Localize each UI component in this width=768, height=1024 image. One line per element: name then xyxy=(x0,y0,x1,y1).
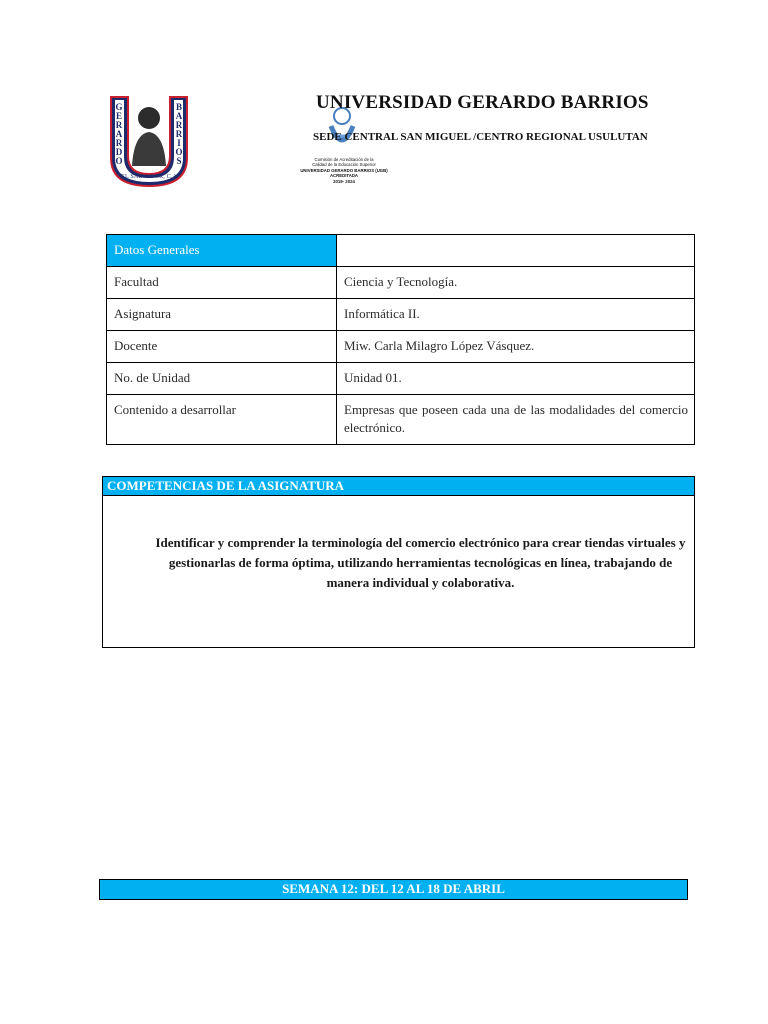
table-header-empty xyxy=(337,235,695,267)
competencias-text: Identificar y comprender la terminología del comercio electrónico para crear tiendas virtuales y gestionarlas de forma óptima, utilizando herramientas tecnológicas en línea, trabajando de manera individual y colaborativa. xyxy=(155,535,686,590)
accreditation-text xyxy=(298,157,390,184)
logo-letters-left: G E R A R D O xyxy=(115,102,123,166)
accreditation-line: 2019- 2024 xyxy=(333,178,355,184)
table-row xyxy=(107,331,695,363)
row-label: Facultad xyxy=(107,267,337,299)
accreditation-line: ACREDITADA xyxy=(329,173,359,179)
table-row xyxy=(107,363,695,395)
row-value: Ciencia y Tecnología. xyxy=(337,267,695,299)
campus-subtitle: SEDE CENTRAL SAN MIGUEL /CENTRO REGIONAL USULUTAN xyxy=(313,131,648,143)
row-value: Informática II. xyxy=(337,299,695,331)
table-header-cell: Datos Generales xyxy=(107,235,337,267)
table-row xyxy=(107,395,695,445)
logo-letters-right: B A R R I O S xyxy=(175,102,183,166)
row-label: Docente xyxy=(107,331,337,363)
logo-caption: EL SALVADOR, C.A. xyxy=(121,174,179,180)
week-banner: SEMANA 12: DEL 12 AL 18 DE ABRIL xyxy=(99,879,688,900)
row-value: Unidad 01. xyxy=(337,363,695,395)
row-value: Empresas que poseen cada una de las modalidades del comercio electrónico. xyxy=(337,395,695,445)
university-title: UNIVERSIDAD GERARDO BARRIOS xyxy=(316,92,649,113)
table-row xyxy=(107,299,695,331)
competencias-title: COMPETENCIAS DE LA ASIGNATURA xyxy=(103,477,694,496)
row-label: Contenido a desarrollar xyxy=(107,395,337,445)
competencias-box xyxy=(102,476,695,648)
row-label: Asignatura xyxy=(107,299,337,331)
table-row xyxy=(107,267,695,299)
row-value: Miw. Carla Milagro López Vásquez. xyxy=(337,331,695,363)
accreditation-line: Calidad de la Educación Superior xyxy=(312,162,376,168)
table-header-row xyxy=(107,235,695,267)
accreditation-line: UNIVERSIDAD GERARDO BARRIOS (UGB) xyxy=(300,167,388,173)
row-label: No. de Unidad xyxy=(107,363,337,395)
general-data-table xyxy=(106,234,695,445)
accreditation-line: Comisión de Acreditación de la xyxy=(314,157,374,162)
